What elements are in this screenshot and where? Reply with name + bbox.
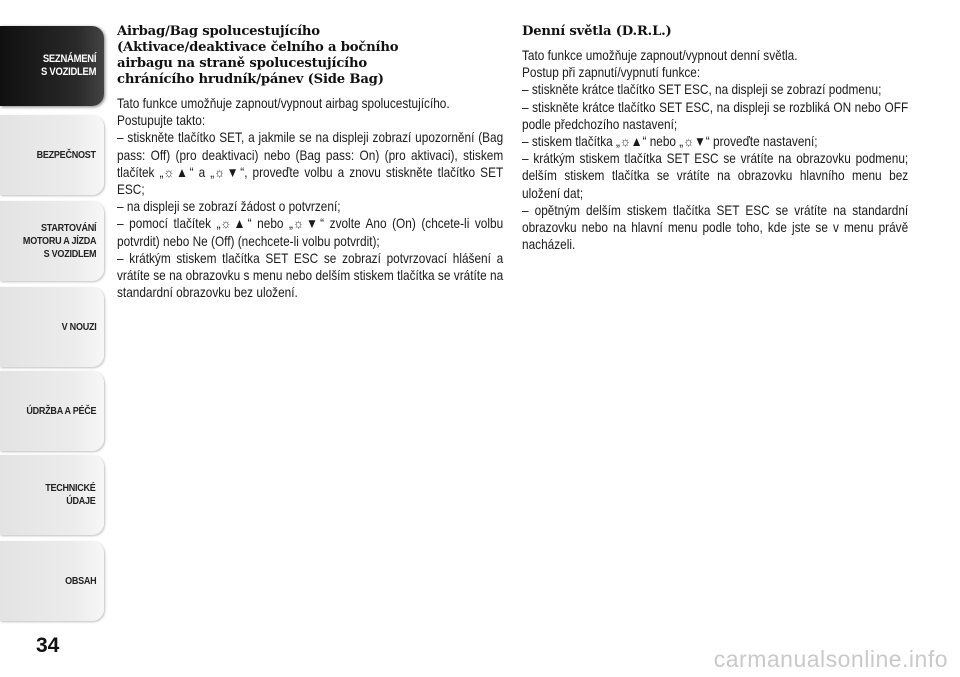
tab-bezpecnost[interactable]	[0, 115, 104, 195]
chapter-sidebar	[0, 0, 108, 677]
paragraph: – stiskněte krátce tlačítko SET ESC, na displeji se rozbliká ON nebo OFF podle předchozího nastavení;	[522, 99, 909, 132]
paragraph: – stiskem tlačítka „☼▲“ nebo „☼▼“ proveďte nastavení;	[522, 134, 818, 150]
section-heading	[117, 24, 503, 88]
heading-line: airbagu na straně spolucestujícího	[117, 56, 367, 71]
tab-udrzba-a-pece[interactable]	[0, 371, 104, 451]
tab-label: BEZPEČNOST	[36, 148, 96, 161]
paragraph: – krátkým stiskem tlačítka SET ESC se vrátíte na obrazovku podmenu; delším stiskem tlačítka se vrátíte na obrazovku hlavního menu bez uložení dat;	[522, 151, 909, 201]
heading-line: (Aktivace/deaktivace čelního a bočního	[117, 40, 399, 55]
tab-label: ÚDRŽBA A PÉČE	[26, 404, 96, 417]
paragraph: – na displeji se zobrazí žádost o potvrzení;	[117, 199, 341, 215]
section-daytime-running-lights	[522, 24, 908, 253]
tab-seznameni-s-vozidlem[interactable]	[0, 26, 104, 106]
tab-label: SEZNÁMENÍ S VOZIDLEM	[40, 53, 96, 78]
tab-label: V NOUZI	[61, 320, 96, 333]
tab-label: TECHNICKÉ ÚDAJE	[45, 482, 96, 507]
paragraph: – opětným delším stiskem tlačítka SET ESC se vrátíte na standardní obrazovku nebo na hlavní menu podle toho, kde jste se v menu právě nacházeli.	[522, 202, 909, 253]
tab-v-nouzi[interactable]	[0, 287, 104, 367]
paragraph: Tato funkce umožňuje zapnout/vypnout denní světla.	[522, 48, 798, 63]
tab-obsah[interactable]	[0, 541, 104, 621]
paragraph: Tato funkce umožňuje zapnout/vypnout airbag spolucestujícího.	[117, 96, 450, 111]
tab-technicke-udaje[interactable]	[0, 455, 104, 535]
paragraph: – stiskněte tlačítko SET, a jakmile se na displeji zobrazí upozornění (Bag pass: Off) (pro deaktivaci) nebo (Bag pass: On) (pro aktivaci), stiskem tlačítek „☼▲“ a „☼▼“, proveďte volbu a znovu stiskněte tlačítko SET ESC;	[117, 130, 504, 198]
tab-label: STARTOVÁNÍ MOTORU A JÍZDA S VOZIDLEM	[22, 221, 96, 260]
section-passenger-airbag	[117, 24, 503, 301]
watermark: carmanualsonline.info	[713, 646, 948, 672]
tab-label: OBSAH	[64, 574, 96, 587]
paragraph: – pomocí tlačítek „☼▲“ nebo „☼▼“ zvolte Ano (On) (chcete-li volbu potvrdit) nebo Ne (Off) (nechcete-li volbu potvrdit);	[117, 216, 504, 249]
heading-line: chránícího hrudník/pánev (Side Bag)	[117, 72, 384, 87]
section-heading: Denní světla (D.R.L.)	[522, 24, 672, 39]
heading-line: Airbag/Bag spolucestujícího	[117, 24, 320, 39]
paragraph: – stiskněte krátce tlačítko SET ESC, na displeji se zobrazí podmenu;	[522, 82, 882, 98]
paragraph: Postup při zapnutí/vypnutí funkce:	[522, 65, 701, 81]
page-number: 34	[36, 634, 60, 657]
paragraph: Postupujte takto:	[117, 113, 206, 129]
paragraph: – krátkým stiskem tlačítka SET ESC se zobrazí potvrzovací hlášení a vrátíte se na obrazovku s menu nebo delším stiskem tlačítka se vrátíte na standardní obrazovku bez uložení.	[117, 250, 504, 301]
tab-startovani[interactable]	[0, 201, 104, 281]
